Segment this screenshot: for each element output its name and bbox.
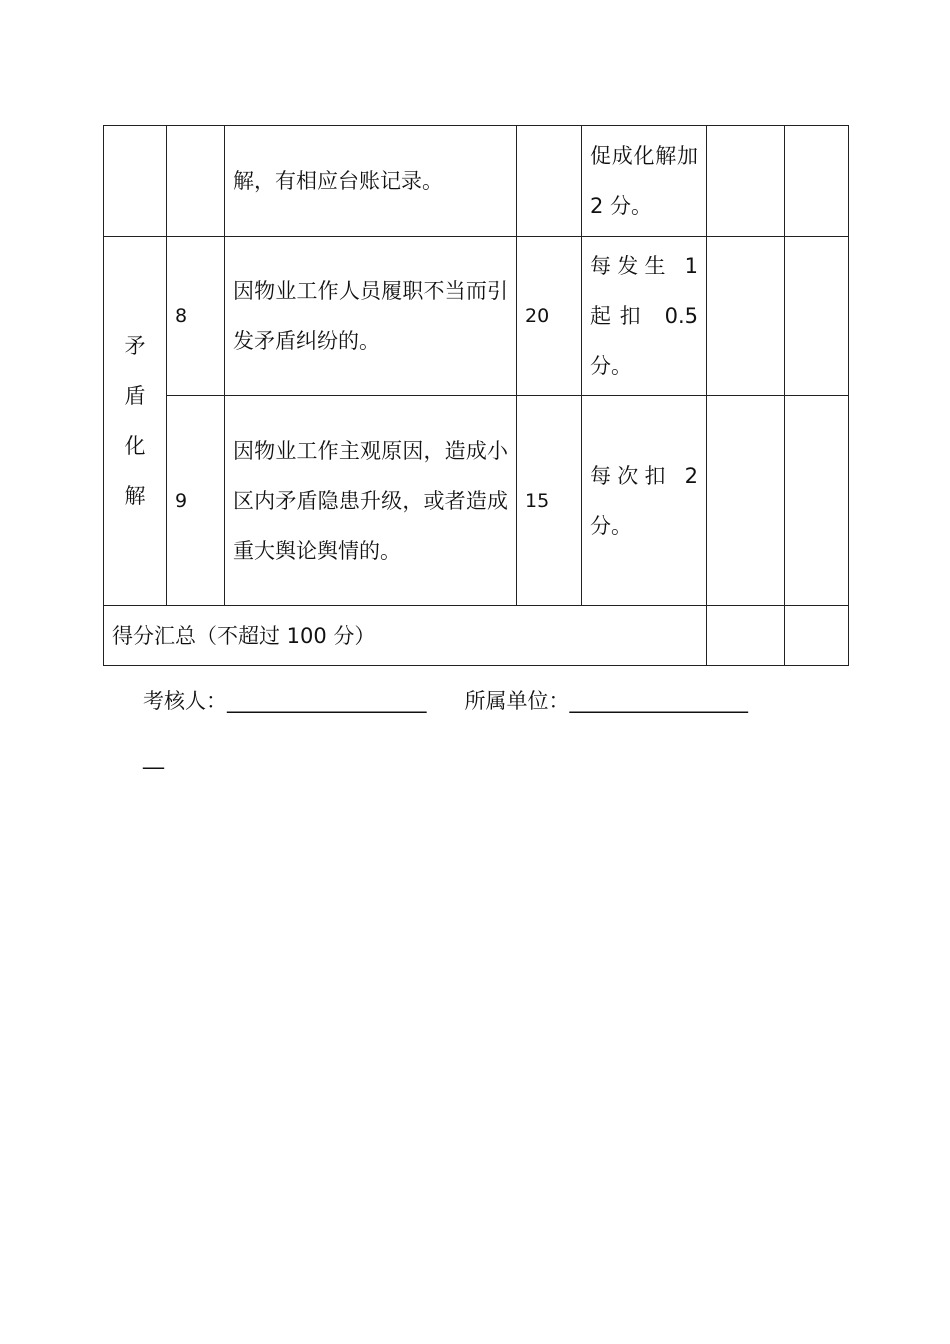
score-cell: 15 (517, 396, 582, 606)
review-score-cell (785, 237, 849, 396)
review-score-cell (785, 396, 849, 606)
content-cell: 因物业工作人员履职不当而引发矛盾纠纷的。 (225, 237, 517, 396)
category-cell (104, 126, 167, 237)
summary-row (104, 606, 849, 666)
table-row (104, 237, 849, 396)
table-row (104, 396, 849, 606)
score-cell (517, 126, 582, 237)
table-row (104, 126, 849, 237)
content-cell: 解，有相应台账记录。 (225, 126, 517, 237)
self-score-cell (707, 396, 785, 606)
signature-block (143, 673, 823, 785)
rule-cell: 每发生 1 起扣 0.5 分。 (582, 237, 707, 396)
index-cell: 8 (167, 237, 225, 396)
category-cell (104, 237, 167, 606)
unit-blank[interactable]: _________________ (569, 689, 748, 713)
self-score-cell (707, 126, 785, 237)
category-label: 矛盾化解 (124, 334, 146, 508)
index-cell (167, 126, 225, 237)
content-cell: 因物业工作主观原因，造成小区内矛盾隐患升级，或者造成重大舆论舆情的。 (225, 396, 517, 606)
index-cell: 9 (167, 396, 225, 606)
assessment-table (103, 125, 849, 666)
score-cell: 20 (517, 237, 582, 396)
tail-blank[interactable]: __ (143, 745, 164, 769)
rule-cell: 每次扣 2 分。 (582, 396, 707, 606)
unit-label: 所属单位： (464, 689, 570, 713)
summary-review-cell (785, 606, 849, 666)
summary-self-cell (707, 606, 785, 666)
rule-cell: 促成化解加 2 分。 (582, 126, 707, 237)
review-score-cell (785, 126, 849, 237)
summary-label: 得分汇总（不超过 100 分） (104, 606, 707, 666)
assessor-blank[interactable]: ___________________ (227, 689, 427, 713)
self-score-cell (707, 237, 785, 396)
assessor-label: 考核人： (143, 689, 227, 713)
